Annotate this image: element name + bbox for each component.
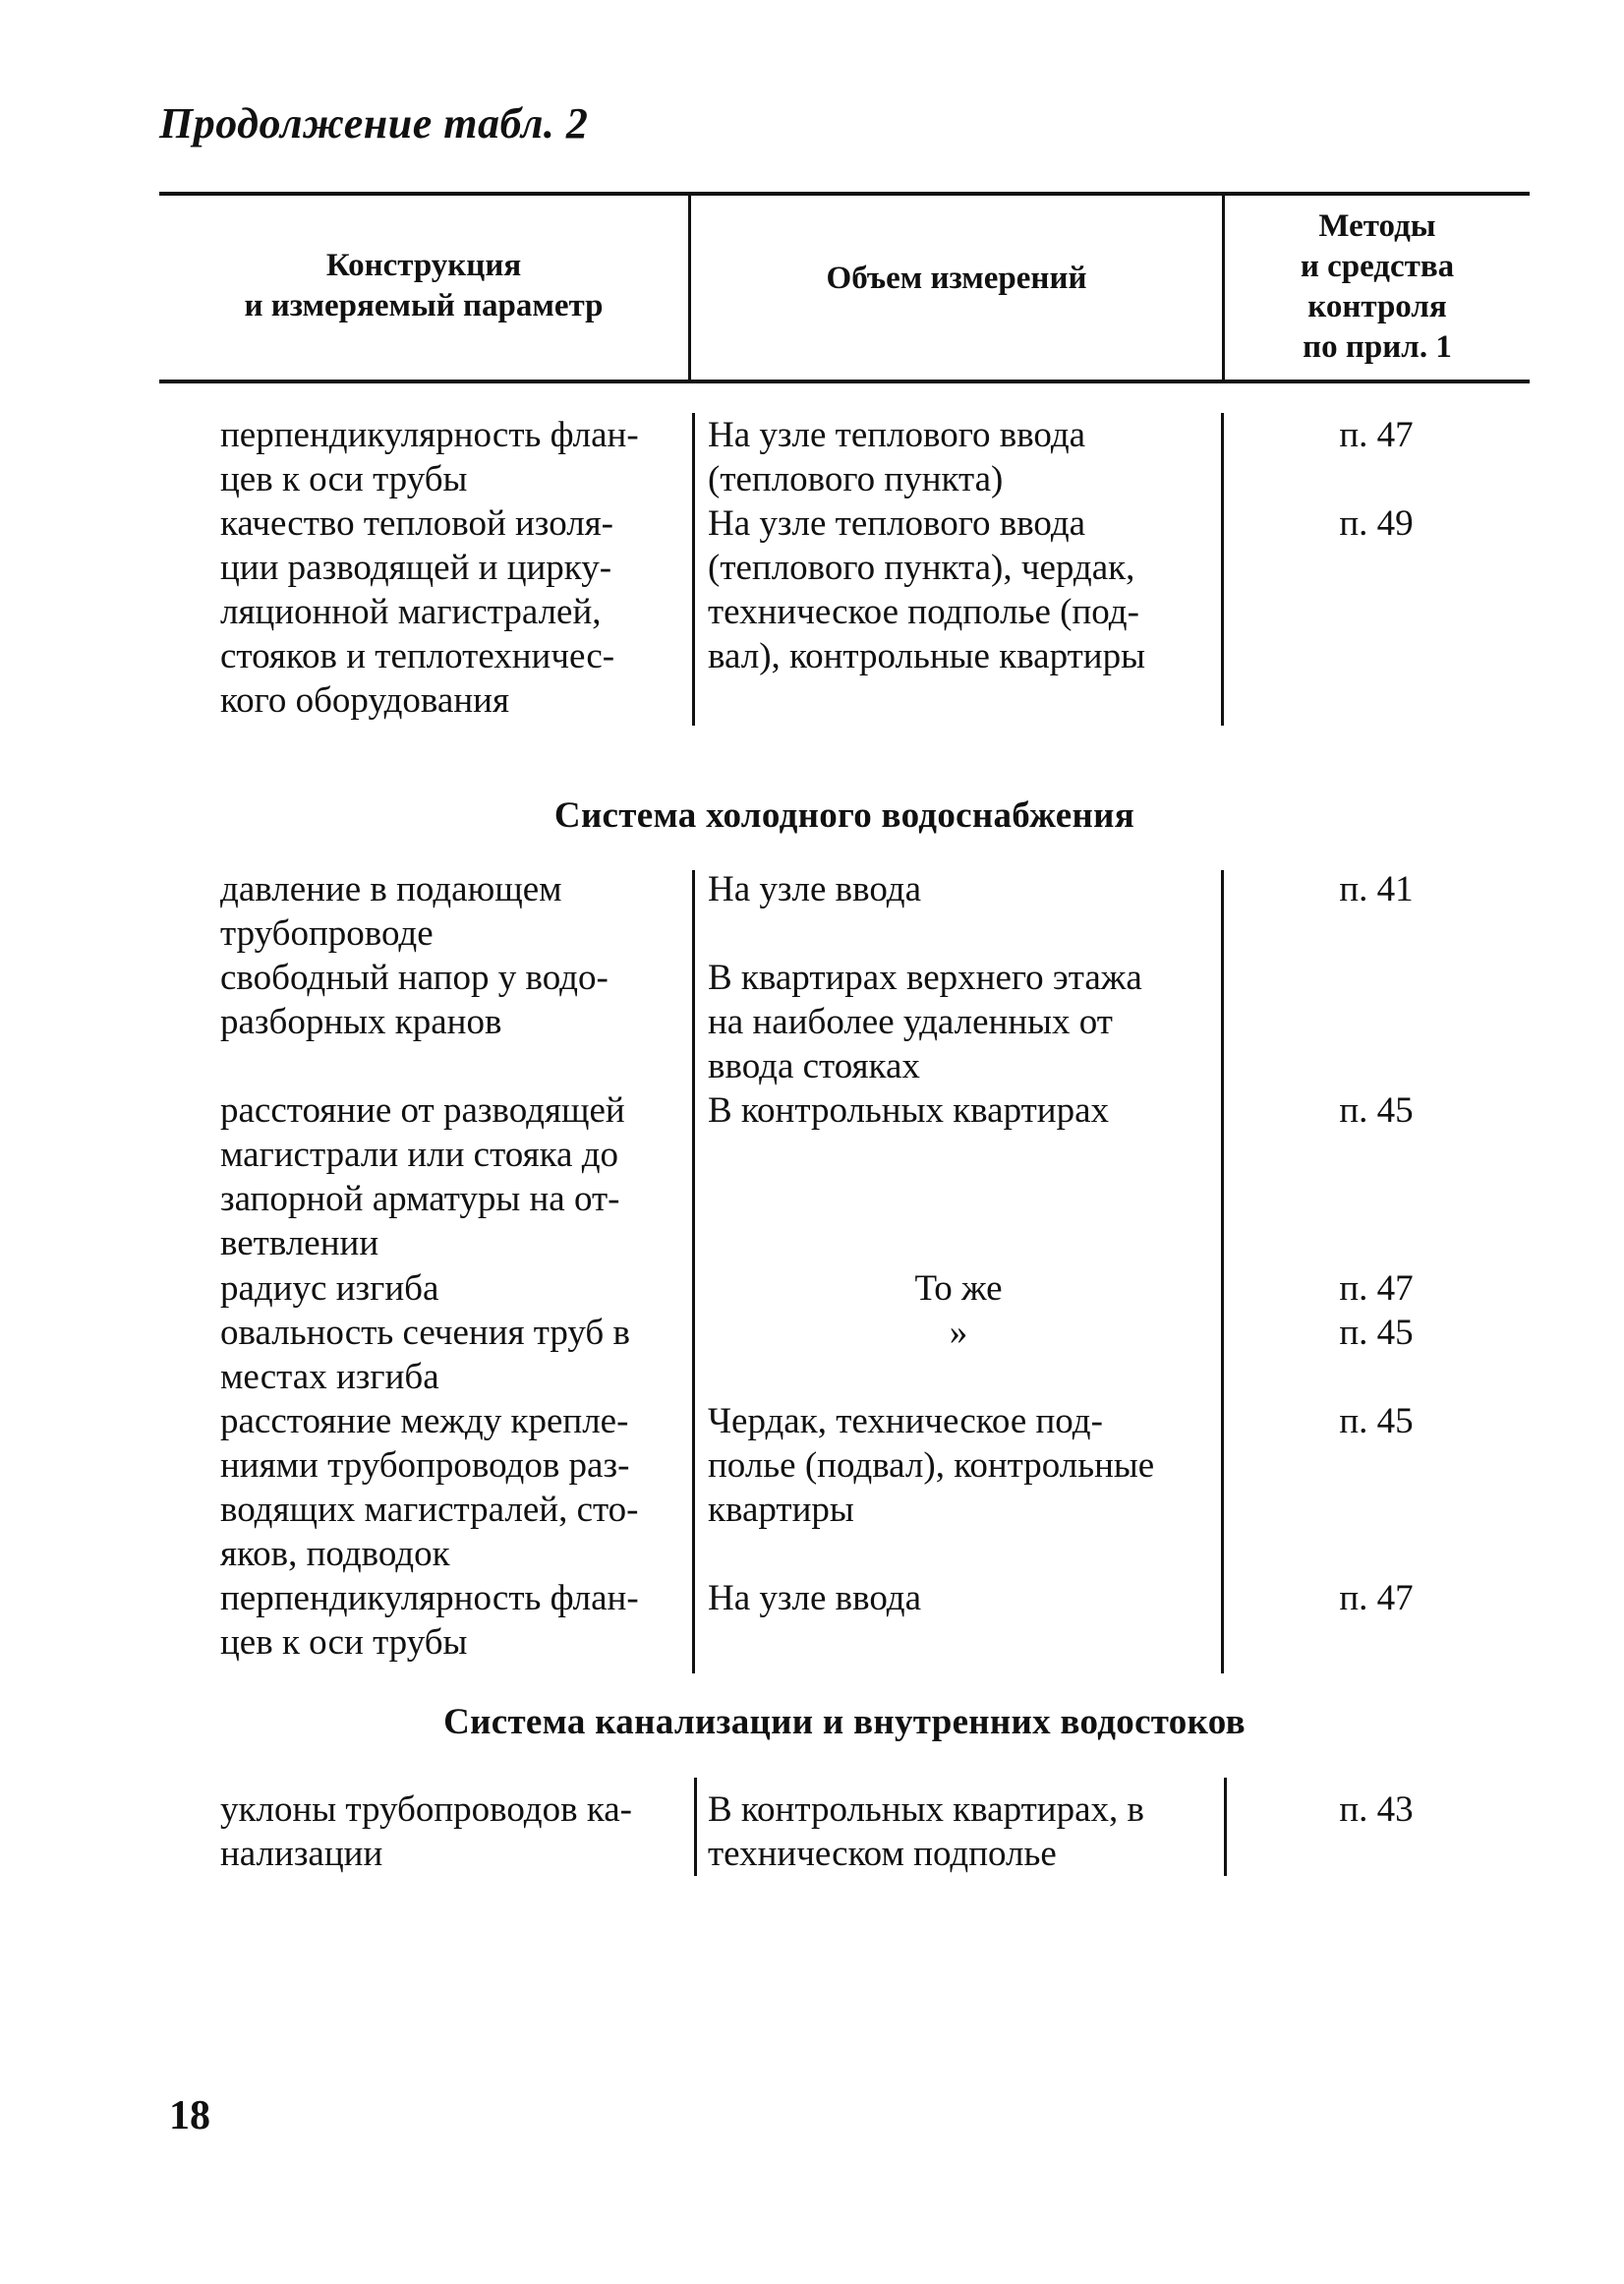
section-cold-water: Система холодного водоснабжения: [553, 795, 1135, 836]
g2-row7-scope: На узле ввода: [708, 1578, 922, 1618]
g1-row1-param: перпендикулярность флан- цев к оси трубы: [220, 415, 639, 499]
g2-row1-param: давление в подающем трубопроводе: [220, 869, 562, 954]
g2-row5-ref: п. 45: [1339, 1313, 1414, 1353]
header-construction: Конструкция и измеряемый параметр: [244, 248, 604, 323]
group3-divider-2: [1224, 1778, 1227, 1876]
g2-row3-param: расстояние от разводящей магистрали или стояка до запорной арматуры на от- ветвлении: [220, 1090, 625, 1263]
table-top-rule: [159, 192, 1530, 196]
g2-row6-ref: п. 45: [1339, 1401, 1414, 1441]
g2-row6-param: расстояние между крепле- ниями трубопроводов раз- водящих магистралей, сто- яков, подводок: [220, 1401, 639, 1574]
header-methods: Методы и средства контроля по прил. 1: [1300, 208, 1455, 365]
g2-row3-scope: В контрольных квартирах: [708, 1090, 1109, 1131]
table-header-rule: [159, 380, 1530, 383]
g2-row2-param: свободный напор у водо- разборных кранов: [220, 958, 609, 1042]
g2-row4-param: радиус изгиба: [220, 1268, 439, 1309]
g2-row4-ref: п. 47: [1339, 1268, 1414, 1309]
group2-divider-1: [692, 870, 695, 1673]
g1-row1-scope: На узле теплового ввода (теплового пункта): [708, 415, 1086, 499]
group1-divider-2: [1221, 413, 1224, 726]
g2-row7-ref: п. 47: [1339, 1578, 1414, 1618]
g1-row1-ref: п. 47: [1339, 415, 1414, 455]
g2-row1-ref: п. 41: [1339, 869, 1414, 909]
g1-row2-scope: На узле теплового ввода (теплового пункта), чердак, техническое подполье (под- вал), контрольные квартиры: [708, 503, 1145, 676]
g2-row3-ref: п. 45: [1339, 1090, 1414, 1131]
group1-divider-1: [692, 413, 695, 726]
group3-divider-1: [694, 1778, 697, 1876]
header-scope: Объем измерений: [826, 261, 1087, 296]
g2-row4-scope: То же: [914, 1268, 1003, 1309]
g3-row1-scope: В контрольных квартирах, в техническом подполье: [708, 1789, 1144, 1874]
g3-row1-ref: п. 43: [1339, 1789, 1414, 1830]
g2-row7-param: перпендикулярность флан- цев к оси трубы: [220, 1578, 639, 1663]
g2-row5-param: овальность сечения труб в местах изгиба: [220, 1313, 630, 1397]
group2-divider-2: [1221, 870, 1224, 1673]
g2-row6-scope: Чердак, техническое под- полье (подвал), контрольные квартиры: [708, 1401, 1155, 1530]
g2-row1-scope: На узле ввода: [708, 869, 922, 909]
section-sewerage: Система канализации и внутренних водостоков: [443, 1702, 1246, 1742]
page-number: 18: [169, 2093, 210, 2138]
table-continuation-caption: Продолжение табл. 2: [159, 99, 589, 147]
g2-row5-scope: »: [949, 1313, 968, 1353]
g1-row2-param: качество тепловой изоля- ции разводящей и цирку- ляционной магистралей, стояков и теплотехничес- кого оборудования: [220, 503, 615, 721]
g2-row2-scope: В квартирах верхнего этажа на наиболее удаленных от ввода стояках: [708, 958, 1142, 1086]
g3-row1-param: уклоны трубопроводов ка- нализации: [220, 1789, 632, 1874]
g1-row2-ref: п. 49: [1339, 503, 1414, 544]
